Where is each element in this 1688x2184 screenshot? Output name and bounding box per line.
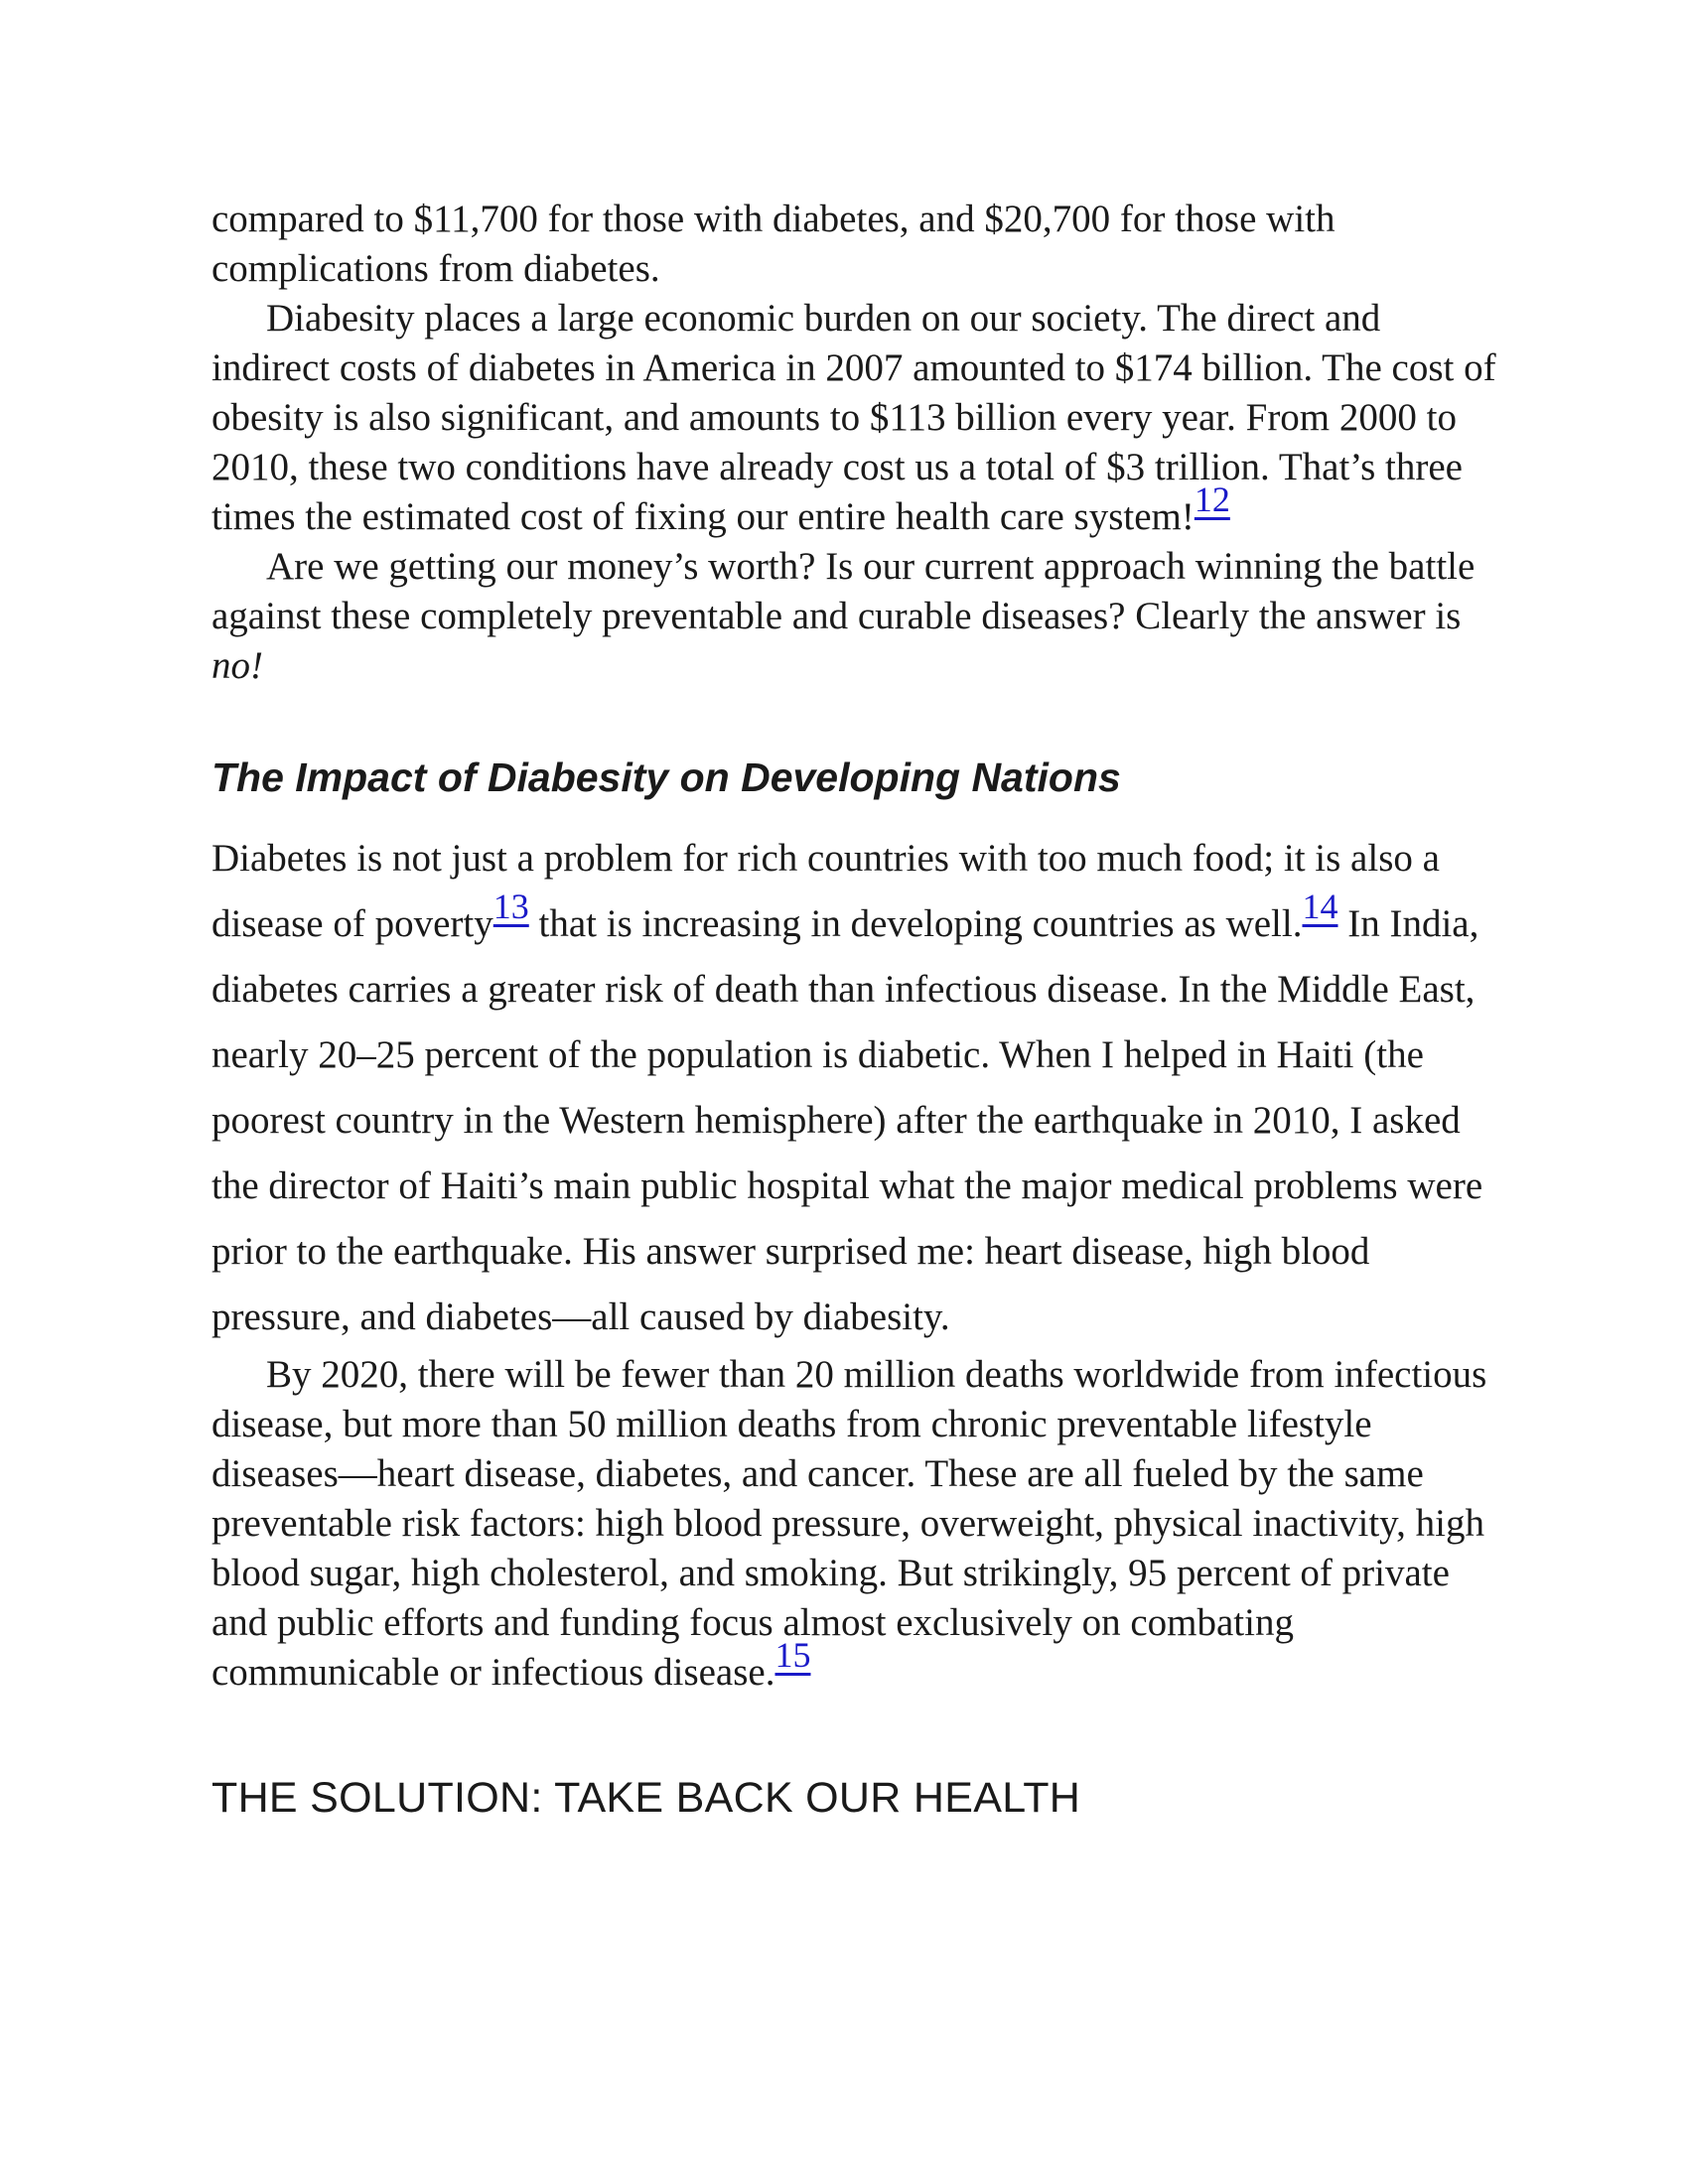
paragraph-poverty-text-b: that is increasing in developing countries as well.	[528, 902, 1303, 945]
paragraph-poverty-text-c: In India, diabetes carries a greater risk of death than infectious disease. In the Middle East, nearly 20–25 percent of the population is diabetic. When I helped in Haiti (the poorest country in the Western hemisphere) after the earthquake in 2010, I asked the director of Haiti’s main public hospital what the major medical problems were prior to the earthquake. His answer surprised me: heart disease, high blood pressure, and diabetes—all caused by diabesity.	[211, 902, 1483, 1338]
paragraph-2020-deaths-text: By 2020, there will be fewer than 20 million deaths worldwide from infectious disease, but more than 50 million deaths from chronic preventable lifestyle diseases—heart disease, diabetes, and cancer. These are all fueled by the same preventable risk factors: high blood pressure, overweight, physical inactivity, high blood sugar, high cholesterol, and smoking. But strikingly, 95 percent of private and public efforts and funding focus almost exclusively on combating communicable or infectious disease.	[211, 1353, 1487, 1694]
footnote-link-14[interactable]: 14	[1302, 887, 1338, 926]
paragraph-money-worth-text: Are we getting our money’s worth? Is our current approach winning the battle against these completely preventable and curable diseases? Clearly the answer is	[211, 545, 1476, 637]
footnote-link-13[interactable]: 13	[492, 887, 529, 926]
paragraph-disease-of-poverty	[211, 826, 1502, 1350]
footnote-link-12[interactable]: 12	[1194, 479, 1230, 519]
book-page	[211, 195, 1502, 1823]
paragraph-poverty-text-a: Diabetes is not just a problem for rich countries with too much food; it is also a disease of poverty	[211, 837, 1440, 945]
paragraph-economic-burden-text: Diabesity places a large economic burden on our society. The direct and indirect costs of diabetes in America in 2007 amounted to $174 billion. The cost of obesity is also significant, and amounts to $113 billion every year. From 2000 to 2010, these two conditions have already cost us a total of $3 trillion. That’s three times the estimated cost of fixing our entire health care system!	[211, 297, 1496, 538]
paragraph-2020-deaths	[211, 1350, 1502, 1698]
paragraph-economic-burden	[211, 294, 1502, 542]
footnote-link-15[interactable]: 15	[774, 1635, 811, 1675]
chapter-heading-solution: THE SOLUTION: TAKE BACK OUR HEALTH	[211, 1774, 1081, 1822]
section-heading-developing-nations: The Impact of Diabesity on Developing Nations	[211, 754, 1121, 800]
paragraph-money-worth	[211, 542, 1502, 691]
emphasis-no: no!	[211, 644, 263, 687]
paragraph-costs-continued: compared to $11,700 for those with diabetes, and $20,700 for those with complications from diabetes.	[211, 198, 1336, 290]
